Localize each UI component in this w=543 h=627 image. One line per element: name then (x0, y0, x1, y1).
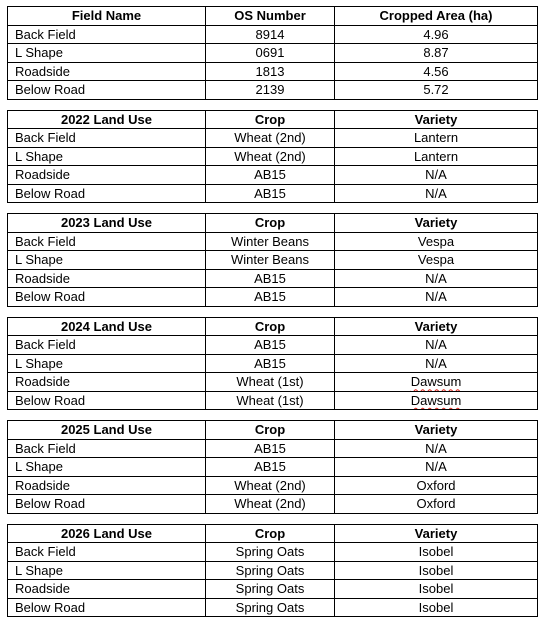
crop-cell: Wheat (2nd) (206, 129, 335, 148)
os-number-cell: 0691 (206, 44, 335, 63)
table-row (8, 25, 538, 44)
table-row (8, 184, 538, 203)
land-use-table-2026 (7, 524, 538, 618)
variety-cell: N/A (335, 269, 538, 288)
crop-cell: Spring Oats (206, 598, 335, 617)
variety-cell: N/A (335, 336, 538, 355)
table-row (8, 44, 538, 63)
table-header-row (8, 214, 538, 233)
table-row (8, 439, 538, 458)
header-land-use-year: 2022 Land Use (8, 110, 206, 129)
crop-cell: AB15 (206, 354, 335, 373)
table-row (8, 373, 538, 392)
spellcheck-marked-text: Dawsum (410, 392, 462, 408)
field-name-cell: Below Road (8, 391, 206, 410)
crop-cell: AB15 (206, 184, 335, 203)
header-variety: Variety (335, 317, 538, 336)
table-row (8, 543, 538, 562)
header-land-use-year: 2024 Land Use (8, 317, 206, 336)
header-variety: Variety (335, 524, 538, 543)
table-row (8, 580, 538, 599)
fields-table (7, 6, 538, 100)
header-crop: Crop (206, 317, 335, 336)
crop-cell: Wheat (2nd) (206, 476, 335, 495)
table-row (8, 129, 538, 148)
variety-cell: Isobel (335, 543, 538, 562)
header-variety: Variety (335, 421, 538, 440)
variety-cell: Oxford (335, 476, 538, 495)
variety-cell: N/A (335, 288, 538, 307)
crop-cell: Winter Beans (206, 251, 335, 270)
variety-cell: Oxford (335, 495, 538, 514)
table-row (8, 166, 538, 185)
crop-cell: Winter Beans (206, 232, 335, 251)
field-name-cell: Back Field (8, 439, 206, 458)
field-name-cell: L Shape (8, 458, 206, 477)
crop-cell: Wheat (2nd) (206, 147, 335, 166)
variety-cell: N/A (335, 458, 538, 477)
table-header-row (8, 421, 538, 440)
cropped-area-cell: 5.72 (335, 81, 538, 100)
header-crop: Crop (206, 421, 335, 440)
document-page (7, 6, 537, 627)
field-name-cell: Below Road (8, 81, 206, 100)
header-crop: Crop (206, 214, 335, 233)
field-name-cell: Back Field (8, 232, 206, 251)
field-name-cell: Roadside (8, 62, 206, 81)
field-name-cell: Roadside (8, 269, 206, 288)
table-row (8, 62, 538, 81)
field-name-cell: L Shape (8, 251, 206, 270)
header-crop: Crop (206, 110, 335, 129)
variety-cell: Vespa (335, 251, 538, 270)
table-header-row (8, 524, 538, 543)
variety-cell (335, 373, 538, 392)
crop-cell: Spring Oats (206, 543, 335, 562)
table-row (8, 354, 538, 373)
field-name-cell: Back Field (8, 129, 206, 148)
table-row (8, 147, 538, 166)
header-os-number: OS Number (206, 7, 335, 26)
field-name-cell: L Shape (8, 44, 206, 63)
table-row (8, 495, 538, 514)
variety-cell: N/A (335, 354, 538, 373)
crop-cell: AB15 (206, 439, 335, 458)
table-row (8, 458, 538, 477)
table-row (8, 336, 538, 355)
variety-cell (335, 391, 538, 410)
crop-cell: AB15 (206, 166, 335, 185)
table-row (8, 561, 538, 580)
header-field-name: Field Name (8, 7, 206, 26)
variety-cell: N/A (335, 439, 538, 458)
land-use-table-2024 (7, 317, 538, 411)
table-header-row (8, 110, 538, 129)
header-land-use-year: 2025 Land Use (8, 421, 206, 440)
field-name-cell: Below Road (8, 184, 206, 203)
table-row (8, 232, 538, 251)
os-number-cell: 8914 (206, 25, 335, 44)
field-name-cell: Below Road (8, 598, 206, 617)
cropped-area-cell: 4.56 (335, 62, 538, 81)
crop-cell: AB15 (206, 336, 335, 355)
spellcheck-marked-text: Dawsum (410, 374, 462, 390)
header-crop: Crop (206, 524, 335, 543)
header-cropped-area: Cropped Area (ha) (335, 7, 538, 26)
table-row (8, 81, 538, 100)
os-number-cell: 1813 (206, 62, 335, 81)
header-variety: Variety (335, 110, 538, 129)
cropped-area-cell: 4.96 (335, 25, 538, 44)
field-name-cell: Back Field (8, 336, 206, 355)
table-row (8, 391, 538, 410)
crop-cell: AB15 (206, 458, 335, 477)
field-name-cell: Below Road (8, 288, 206, 307)
crop-cell: AB15 (206, 269, 335, 288)
field-name-cell: Below Road (8, 495, 206, 514)
table-header-row (8, 317, 538, 336)
table-row (8, 476, 538, 495)
field-name-cell: L Shape (8, 354, 206, 373)
variety-cell: N/A (335, 166, 538, 185)
field-name-cell: L Shape (8, 561, 206, 580)
field-name-cell: Roadside (8, 373, 206, 392)
variety-cell: Lantern (335, 147, 538, 166)
field-name-cell: Roadside (8, 476, 206, 495)
variety-cell: Lantern (335, 129, 538, 148)
land-use-table-2023 (7, 213, 538, 307)
land-use-table-2022 (7, 110, 538, 204)
land-use-table-2025 (7, 420, 538, 514)
os-number-cell: 2139 (206, 81, 335, 100)
crop-cell: Spring Oats (206, 561, 335, 580)
variety-cell: Isobel (335, 561, 538, 580)
crop-cell: Wheat (2nd) (206, 495, 335, 514)
field-name-cell: Back Field (8, 25, 206, 44)
variety-cell: Isobel (335, 598, 538, 617)
header-variety: Variety (335, 214, 538, 233)
table-row (8, 598, 538, 617)
header-land-use-year: 2023 Land Use (8, 214, 206, 233)
table-row (8, 269, 538, 288)
variety-cell: N/A (335, 184, 538, 203)
crop-cell: Spring Oats (206, 580, 335, 599)
header-land-use-year: 2026 Land Use (8, 524, 206, 543)
variety-cell: Vespa (335, 232, 538, 251)
field-name-cell: Back Field (8, 543, 206, 562)
table-row (8, 251, 538, 270)
table-header-row (8, 7, 538, 26)
field-name-cell: Roadside (8, 166, 206, 185)
crop-cell: Wheat (1st) (206, 391, 335, 410)
field-name-cell: L Shape (8, 147, 206, 166)
cropped-area-cell: 8.87 (335, 44, 538, 63)
variety-cell: Isobel (335, 580, 538, 599)
crop-cell: Wheat (1st) (206, 373, 335, 392)
crop-cell: AB15 (206, 288, 335, 307)
table-row (8, 288, 538, 307)
field-name-cell: Roadside (8, 580, 206, 599)
